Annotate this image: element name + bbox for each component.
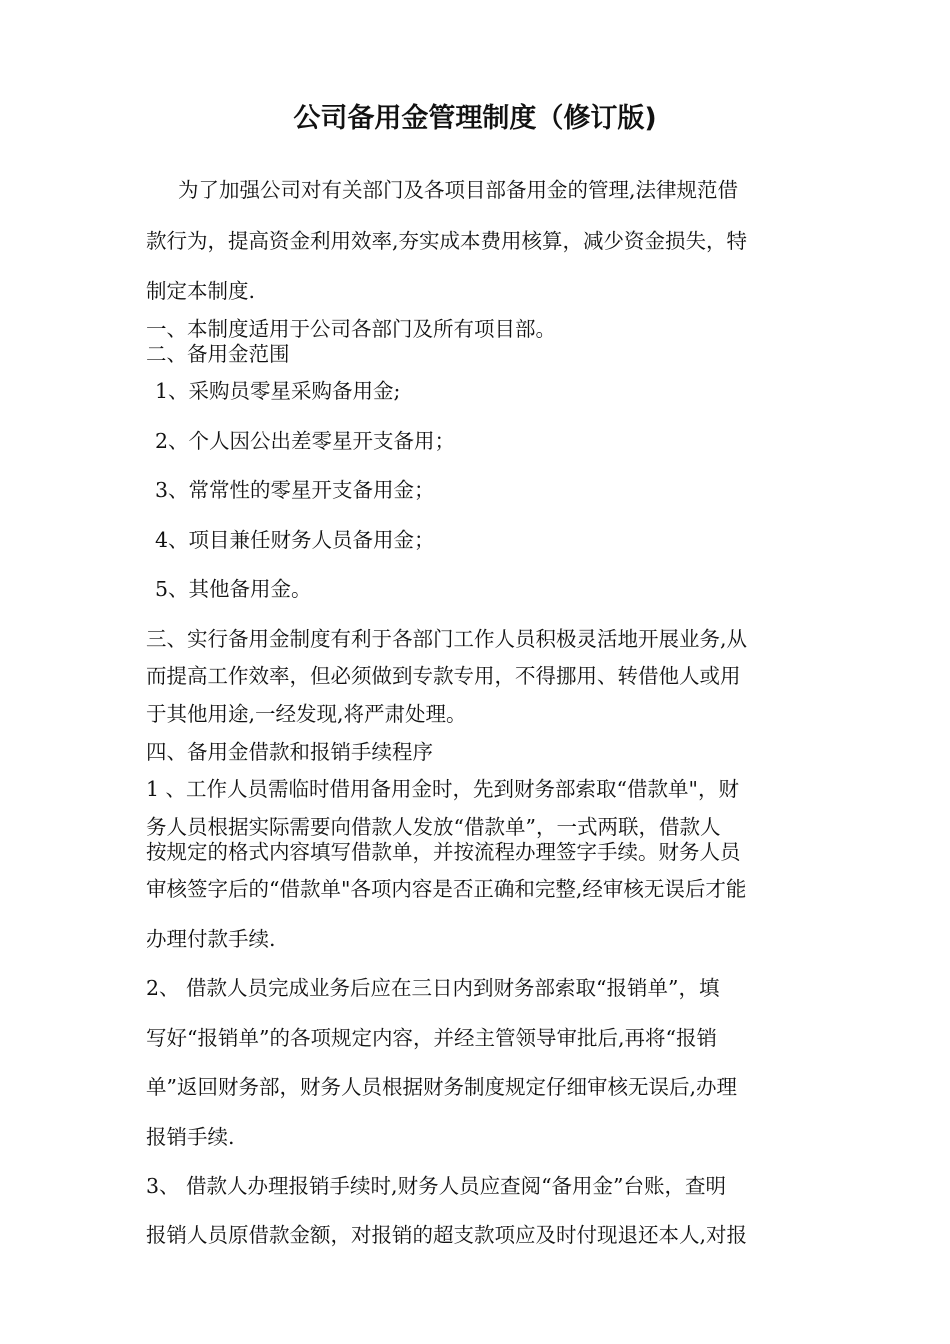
paragraph-line: 于其他用途,一经发现,将严肃处理。 — [146, 702, 467, 726]
paragraph-line: 按规定的格式内容填写借款单，并按流程办理签字手续。财务人员 — [146, 840, 741, 864]
paragraph-line: 务人员根据实际需要向借款人发放“借款单”，一式两联，借款人 — [146, 815, 721, 839]
section-heading: 四、备用金借款和报销手续程序 — [146, 740, 433, 764]
paragraph-line: 报销人员原借款金额，对报销的超支款项应及时付现退还本人,对报 — [146, 1223, 748, 1247]
section-heading: 二、备用金范围 — [146, 342, 290, 366]
paragraph-line: 报销手续. — [146, 1125, 235, 1149]
list-item: 4、项目兼任财务人员备用金； — [155, 528, 435, 552]
paragraph-line: 单”返回财务部，财务人员根据财务制度规定仔细审核无误后,办理 — [146, 1075, 737, 1099]
paragraph-line: 3、 借款人办理报销手续时,财务人员应查阅“备用金”台账，查明 — [146, 1174, 727, 1198]
paragraph-line: 写好“报销单”的各项规定内容，并经主管领导审批后,再将“报销 — [146, 1026, 717, 1050]
paragraph-line: 为了加强公司对有关部门及各项目部备用金的管理,法律规范借 — [178, 178, 739, 202]
paragraph-line: 审核签字后的“借款单"各项内容是否正确和完整,经审核无误后才能 — [146, 877, 747, 901]
paragraph-line: 制定本制度. — [146, 279, 256, 303]
paragraph-line: 而提高工作效率，但必须做到专款专用，不得挪用、转借他人或用 — [146, 664, 741, 688]
list-item: 5、其他备用金。 — [155, 577, 312, 601]
section-heading: 一、本制度适用于公司各部门及所有项目部。 — [146, 317, 556, 341]
paragraph-line: 2、 借款人员完成业务后应在三日内到财务部索取“报销单”，填 — [146, 976, 720, 1000]
document-title: 公司备用金管理制度（修订版) — [293, 103, 657, 134]
list-item: 3、常常性的零星开支备用金； — [155, 478, 435, 502]
paragraph-line: 款行为，提高资金利用效率,夯实成本费用核算，减少资金损失，特 — [146, 229, 748, 253]
paragraph-line: 1 、工作人员需临时借用备用金时，先到财务部索取“借款单"，财 — [146, 777, 739, 801]
list-item: 1、采购员零星采购备用金; — [155, 379, 401, 403]
paragraph-line: 办理付款手续. — [146, 927, 276, 951]
paragraph-line: 三、实行备用金制度有利于各部门工作人员积极灵活地开展业务,从 — [146, 627, 748, 651]
list-item: 2、个人因公出差零星开支备用； — [155, 429, 456, 453]
